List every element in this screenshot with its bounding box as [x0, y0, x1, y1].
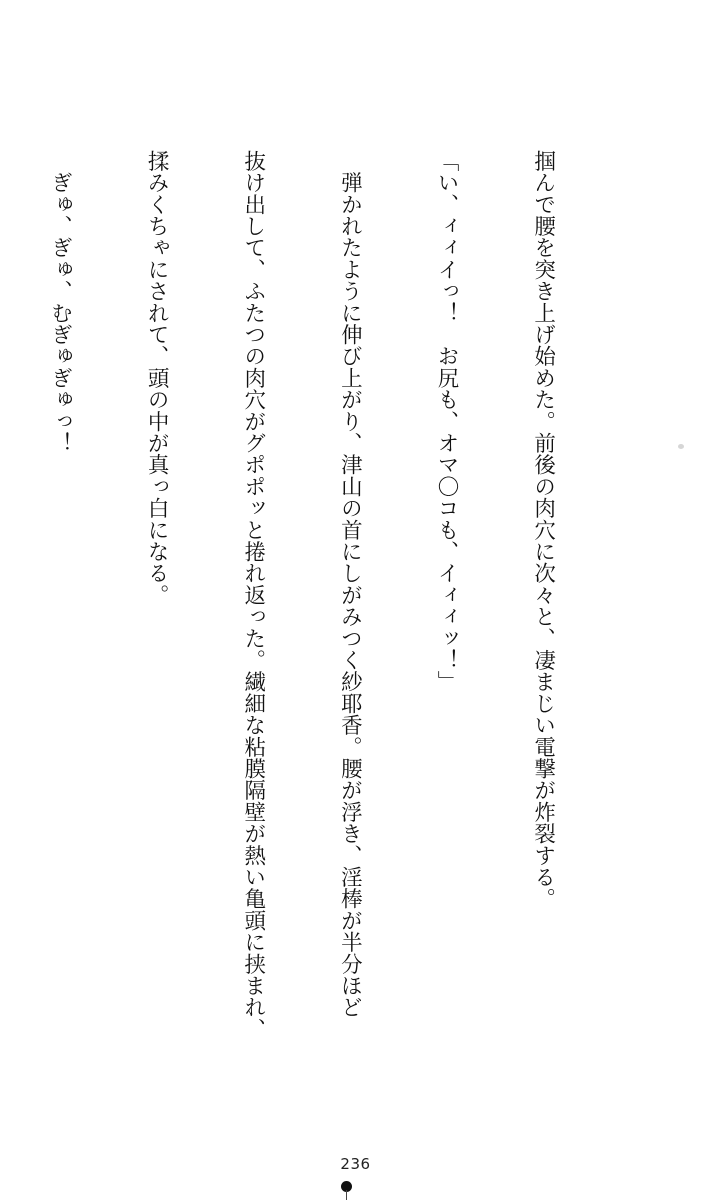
- text-line: 揉みくちゃにされて、頭の中が真っ白になる。: [144, 150, 170, 606]
- page-marker-stem: [346, 1190, 347, 1200]
- text-line: 弾かれたように伸び上がり、津山の首にしがみつく紗耶香。腰が浮き、淫棒が半分ほど: [337, 150, 363, 1018]
- text-line: 「い、ィィイっ！ お尻も、オマ〇コも、イィィッ！」: [433, 150, 459, 693]
- text-line: 掴んで腰を突き上げ始めた。前後の肉穴に次々と、凄まじい電撃が炸裂する。: [530, 150, 556, 910]
- scan-speck: [678, 444, 684, 449]
- text-line: 抜け出して、ふたつの肉穴がグポポッと捲れ返った。繊細な粘膜隔壁が熱い亀頭に挟まれ、: [240, 150, 266, 1040]
- text-line: ぎゅ、ぎゅ、むぎゅぎゅっ！: [47, 150, 73, 454]
- vertical-text-body: [0, 150, 623, 1050]
- page-number: 236: [340, 1155, 371, 1173]
